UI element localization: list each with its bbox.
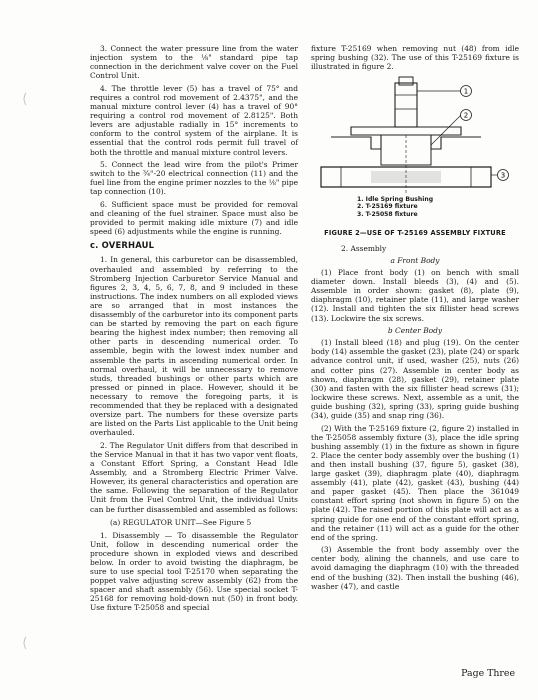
page-number: Page Three <box>461 668 515 679</box>
paragraph-center-body-3: (3) Assemble the front body assembly over the center body, alining the channels, and use care to avoid damaging the diaphragm (10) with the threaded end of the bushing (32). Then install the bushing (46), washer (47), and castle <box>311 545 519 591</box>
figure-2-illustration <box>311 75 519 225</box>
callout-1-label: 1 <box>463 87 469 96</box>
margin-mark <box>20 92 30 106</box>
legend-item: 2. T-25169 fixture <box>357 203 418 211</box>
paragraph-5: 5. Connect the lead wire from the pilot's Primer switch to the ¾"-20 electrical connection (11) and the fuel line from the engine primer nozzles to the ⅛" pipe tap connection (10). <box>90 160 298 197</box>
figure-caption: FIGURE 2—USE OF T-25169 ASSEMBLY FIXTURE <box>324 228 506 237</box>
subheading-center-body: b Center Body <box>387 326 443 336</box>
paragraph-4: 4. The throttle lever (5) has a travel of 75° and requires a control rod movement of 2.4375", and the manual mixture control lever (4) has a travel of 90° requiring a control rod movement of 2.8125". Both levers are adjustable radially in 15° increments to conform to the control system of the airplane. It is essential that the control rods permit full travel of both the throttle and manual mixture control levers. <box>90 83 298 157</box>
legend-item: 3. T-25058 fixture <box>357 210 418 218</box>
subheading-assembly: 2. Assembly <box>341 243 387 253</box>
paragraph-center-body-1: (1) Install bleed (18) and plug (19). On the center body (14) assemble the gasket (23), plate (24) or spark advance control unit, if used, washer (25), nuts (26) and cotter pins (27). Assemble in center body as shown, diaphragm (28), gasket (29), retainer plate (30) and fasten with the six fillister head screws (31); lockwire these screws. Next, assemble as a unit, the guide bushing (32), spring (33), spring guide bushing (34), guide (35) and snap ring (36). <box>311 338 519 420</box>
paragraph-front-body-1: (1) Place front body (1) on bench with small diameter down. Install bleeds (3), (4) and (5). Assemble in order shown: gasket (8), plate (9), diaphragm (10), retainer plate (11), and large washer (12). Install and tighten the six fillister head screws (13). Lockwire the six screws. <box>311 268 519 323</box>
paragraph-center-body-2: (2) With the T-25169 fixture (2, figure 2) installed in the T-25058 assembly fixture (3), place the idle spring bushing assembly (1) in the fixture as shown in figure 2. Place the center body assembly over the bushing (1) and then install bushing (37, figure 5), gasket (38), large gasket (39), diaphragm plate (40), diaphragm assembly (41), plate (42), gasket (43), bushing (44) and paper gasket (45). Then place the 361049 constant effort spring (not shown in figure 5) on the plate (42). The raised portion of this plate will act as a spring guide for one end of the constant effort spring, and the retainer (11) will act as a guide for the other end of the spring. <box>311 423 519 542</box>
paragraph-3: 3. Connect the water pressure line from the water injection system to the ⅛" standard pipe tap connection in the derichment valve cover on the Fuel Control Unit. <box>90 44 298 81</box>
section-heading-overhaul: c. OVERHAUL <box>90 240 155 251</box>
callout-3-label: 3 <box>500 171 506 180</box>
paragraph-c1: 1. In general, this carburetor can be disassembled, overhauled and assembled by referring to the Stromberg Injection Carburetor Service Manual and figures 2, 3, 4, 5, 6, 7, 8, and 9 included in these instructions. The index numbers on all exploded views are so arranged that in most instances the disassembly of the carburetor into its component parts can be started by removing the part on each figure bearing the highest index number; then removing all other parts in descending numerical order. To assemble, begin with the lowest index number and assemble the parts in ascending numerical order. In normal overhaul, it will be unnecessary to remove studs, threaded bushings or other parts which are pressed or pinned in place. However, should it be necessary to remove the foregoing parts, it is recommended that they be replaced with a designated oversize part. The numbers for these oversize parts are listed on the Parts List applicable to the Unit being overhauled. <box>90 255 298 438</box>
paragraph-6: 6. Sufficient space must be provided for removal and cleaning of the fuel strainer. Space must also be provided to permit making idle mixture (7) and idle speed (6) adjustments while the engine is running. <box>90 200 298 237</box>
callout-2-label: 2 <box>463 111 469 120</box>
figure-legend <box>357 196 433 219</box>
legend-item: 1. Idle Spring Bushing <box>357 195 434 203</box>
paragraph-c2: 2. The Regulator Unit differs from that described in the Service Manual in that it has two vapor vent floats, a Constant Effort Spring, a Constant Head Idle Assembly, and a Stromberg Electric Primer Valve. However, its general characteristics and operation are the same. Following the separation of the Regulator Unit from the Fuel Control Unit, the individual Units can be further disassembled and assembled as follows: <box>90 440 298 514</box>
paragraph-fixture-continued: fixture T-25169 when removing nut (48) from idle spring bushing (32). The use of this T-25169 fixture is illustrated in figure 2. <box>311 44 519 72</box>
subheading-front-body: a Front Body <box>390 255 440 265</box>
subheading-regulator-unit: (a) REGULATOR UNIT—See Figure 5 <box>110 517 252 527</box>
left-column <box>90 44 298 616</box>
right-column <box>311 44 519 594</box>
margin-mark <box>20 636 30 650</box>
paragraph-a1: 1. Disassembly — To disassemble the Regulator Unit, follow in descending numerical order the procedure shown in exploded views and described below. In order to avoid twisting the diaphragm, be sure to use special tool T-25170 when separating the poppet valve adjusting screw assembly (62) from the spacer and shaft assembly (56). Use special socket T-25168 for removing hold-down nut (50) in front body. Use fixture T-25058 and special <box>90 530 298 613</box>
